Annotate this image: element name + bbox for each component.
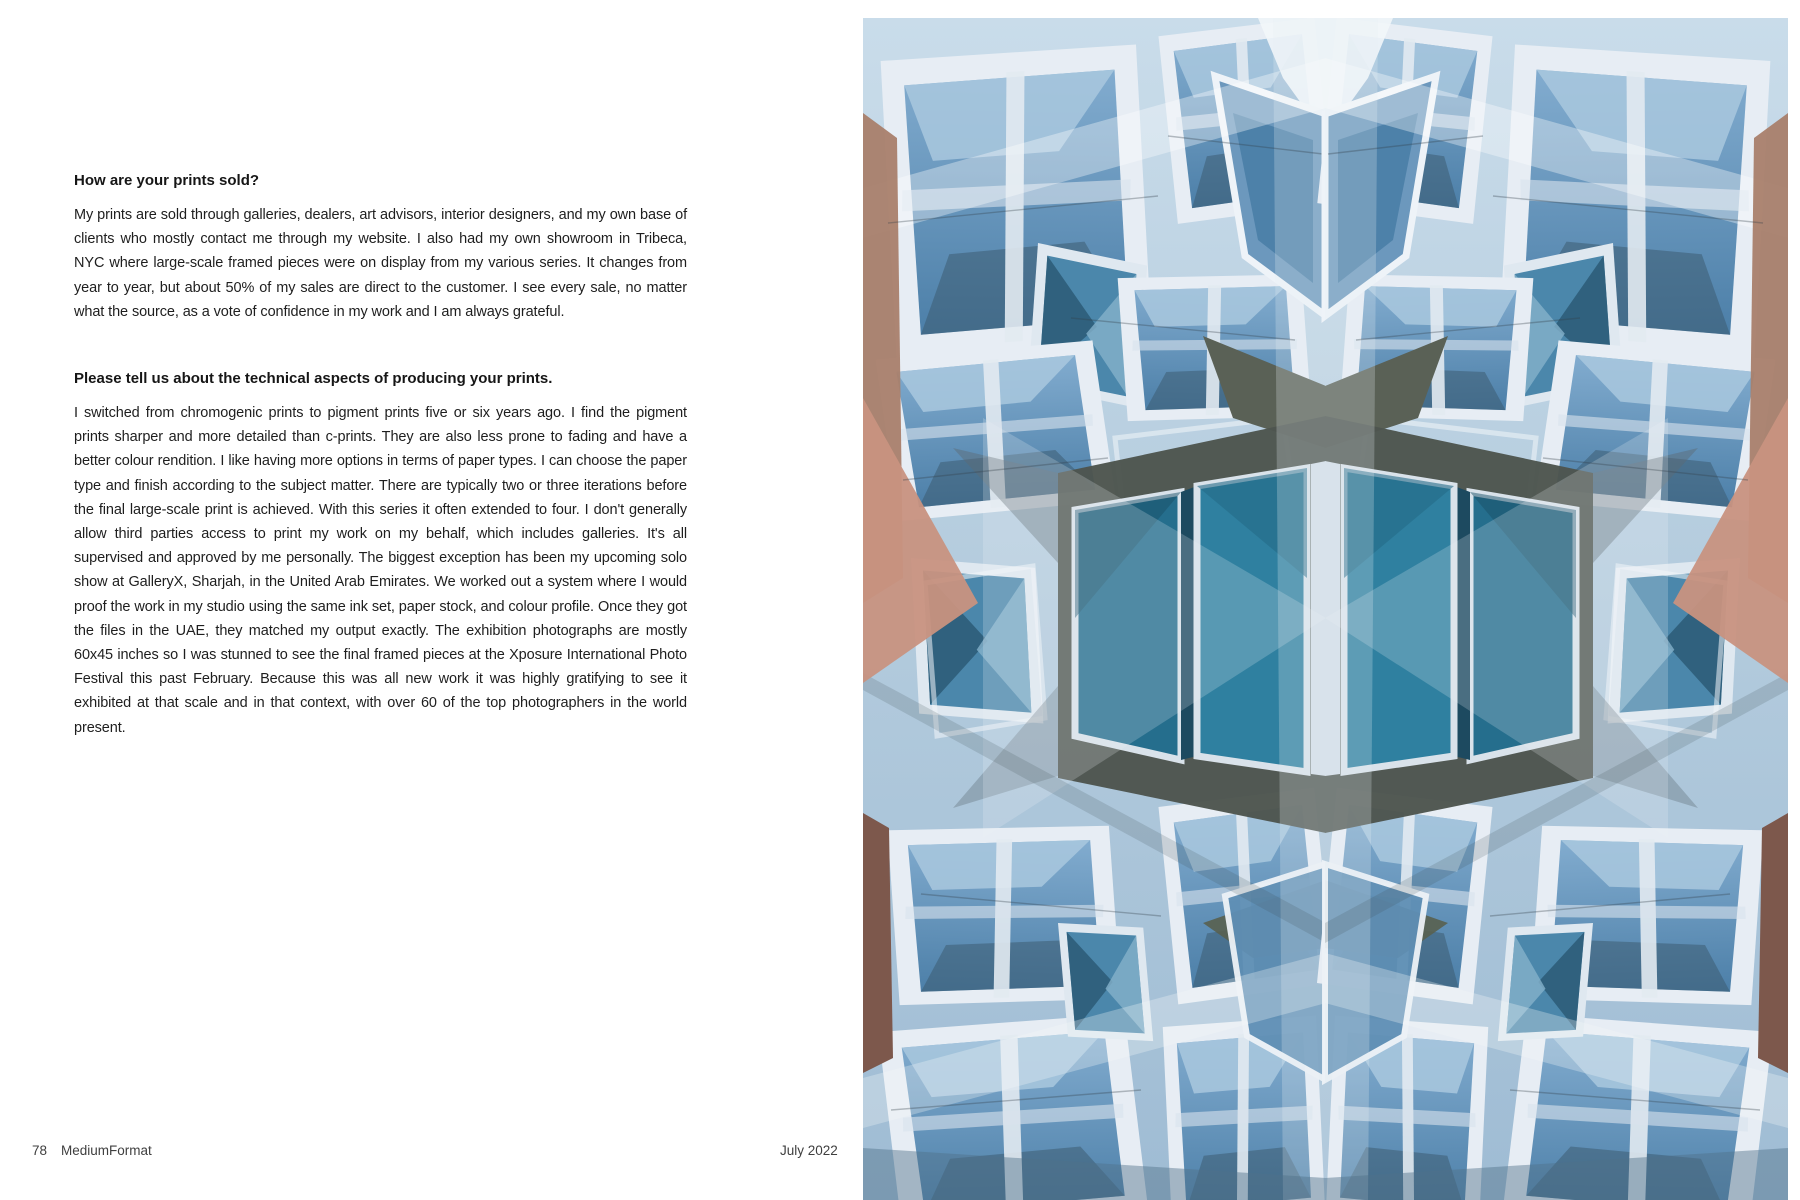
magazine-name: MediumFormat <box>61 1143 152 1158</box>
article-column <box>74 172 687 740</box>
question-heading: Please tell us about the technical aspects of producing your prints. <box>74 370 553 388</box>
answer-paragraph: I switched from chromogenic prints to pigment prints five or six years ago. I find the pigment prints sharper and more detailed than c-prints. They are also less prone to fading and have a better colour rendition. I like having more options in terms of paper types. I can choose the paper type and finish according to the subject matter. There are typically two or three iterations before the final large-scale print is achieved. With this series it often extended to four. I don't generally allow third parties access to print my work on my behalf, which includes galleries. It's all supervised and approved by me personally. The biggest exception has been my upcoming solo show at GalleryX, Sharjah, in the United Arab Emirates. We worked out a system where I would proof the work in my studio using the same ink set, paper stock, and colour profile. Once they got the files in the UAE, they matched my output exactly. The exhibition photographs are mostly 60x45 inches so I was stunned to see the final framed pieces at the Xposure International Photo Festival this past February. Because this was all new work it was highly gratifying to see it exhibited at that scale and in that context, with over 60 of the top photographers in the world present. <box>74 405 687 736</box>
qa-section-prints-sold <box>74 172 687 324</box>
page-number: 78 <box>32 1143 48 1158</box>
issue-date: July 2022 <box>780 1143 838 1158</box>
qa-section-technical-aspects <box>74 370 687 740</box>
kaleidoscope-photo <box>863 18 1788 1200</box>
footer-left <box>32 1143 152 1158</box>
kaleidoscope-photo-art <box>863 18 1788 1200</box>
answer-paragraph: My prints are sold through galleries, dealers, art advisors, interior designers, and my own base of clients who mostly contact me through my website. I also had my own showroom in Tribeca, NYC where large-scale framed pieces were on display from my various series. It changes from year to year, but about 50% of my sales are direct to the customer. I see every sale, no matter what the source, as a vote of confidence in my work and I am always grateful. <box>74 207 687 320</box>
question-heading: How are your prints sold? <box>74 172 260 189</box>
